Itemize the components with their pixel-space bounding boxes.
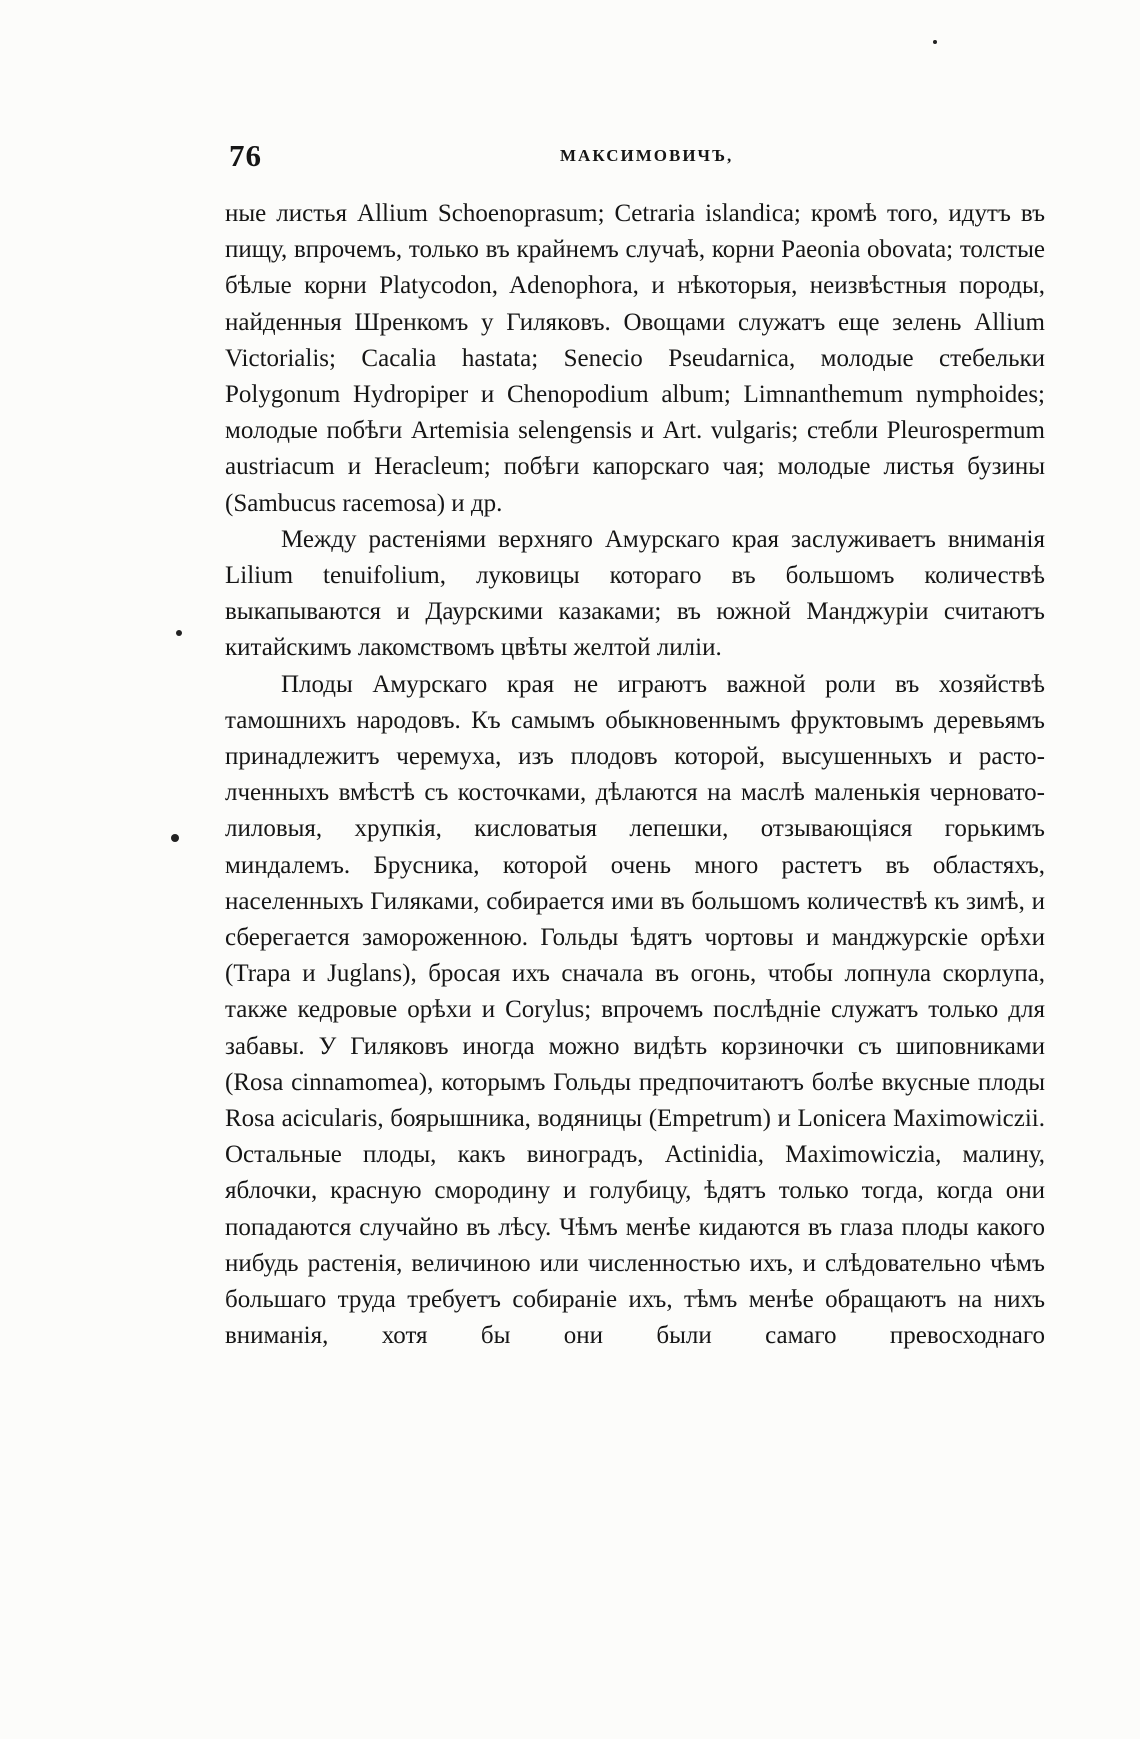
paragraph-3: Плоды Амурскаго края не играютъ важной роли въ хозяйствѣ тамошнихъ народовъ. Къ самымъ обыкновеннымъ фруктовымъ деревьямъ принадлежитъ черемуха, изъ плодовъ которой, высушенныхъ и растолченныхъ вмѣстѣ съ косточками, дѣлаются на маслѣ маленькія черновато-лиловыя, хрупкія, кисловатыя лепешки, отзывающіяся горькимъ миндалемъ. Брусника, которой очень много растетъ въ областяхъ, населенныхъ Гиляками, собирается ими въ большомъ количествѣ къ зимѣ, и сберегается замороженною. Гольды ѣдятъ чортовы и манджурскіе орѣхи (Trapa и Juglans), бросая ихъ сначала въ огонь, чтобы лопнула скорлупа, также кедровые орѣхи и Corylus; впрочемъ послѣдніе служатъ только для забавы. У Гиляковъ иногда можно видѣть корзиночки съ шиповниками (Rosa cinnamomea), которымъ Гольды предпочитаютъ болѣе вкусные плоды Rosa acicularis, боярышника, водяницы (Empetrum) и Lonicera Maximowiczii. Остальные плоды, какъ виноградъ, Actinidia, Maximowiczia, малину, яблочки, красную смородину и голубицу, ѣдятъ только тогда, когда они попадаются случайно въ лѣсу. Чѣмъ менѣе кидаются въ глаза плоды какого нибудь растенія, величиною или численностью ихъ, и слѣдовательно чѣмъ большаго труда требуетъ собираніе ихъ, тѣмъ менѣе обращаютъ на нихъ вниманія, хотя бы они были самаго превосходнаго <box>225 670 1045 1350</box>
margin-speck <box>933 40 937 44</box>
page-number: 76 <box>229 138 262 173</box>
running-head: МАКСИМОВИЧЪ, <box>560 146 734 165</box>
margin-speck <box>176 630 182 636</box>
paragraph-1: ные листья Allium Schoenoprasum; Cetraria islandica; кромѣ того, идутъ въ пищу, впрочемъ, только въ крайнемъ случаѣ, корни Paeonia obovata; толстые бѣлые корни Platycodon, Adenophora, и нѣкоторыя, неизвѣстныя породы, найденныя Шренкомъ у Гиляковъ. Овощами служатъ еще зелень Allium Victorialis; Cacalia hastata; Senecio Pseudarnica, молодые стебельки Polygonum Hydropiper и Chenopodium album; Limnanthemum nymphoides; молодые побѣги Artemisia selengensis и Art. vulgaris; стебли Pleurospermum austriacum и Heracleum; побѣги капорскаго чая; молодые листья бузины (Sambucus racemosa) и др. <box>225 200 1045 517</box>
paragraph-2: Между растеніями верхняго Амурскаго края заслуживаетъ вниманія Lilium tenuifolium, луковицы котораго въ большомъ количествѣ выкапываются и Даурскими казаками; въ южной Манджуріи считаютъ китайскимъ лакомствомъ цвѣты желтой лиліи. <box>225 525 1045 662</box>
body-text <box>225 196 1045 1355</box>
margin-speck <box>171 834 179 842</box>
